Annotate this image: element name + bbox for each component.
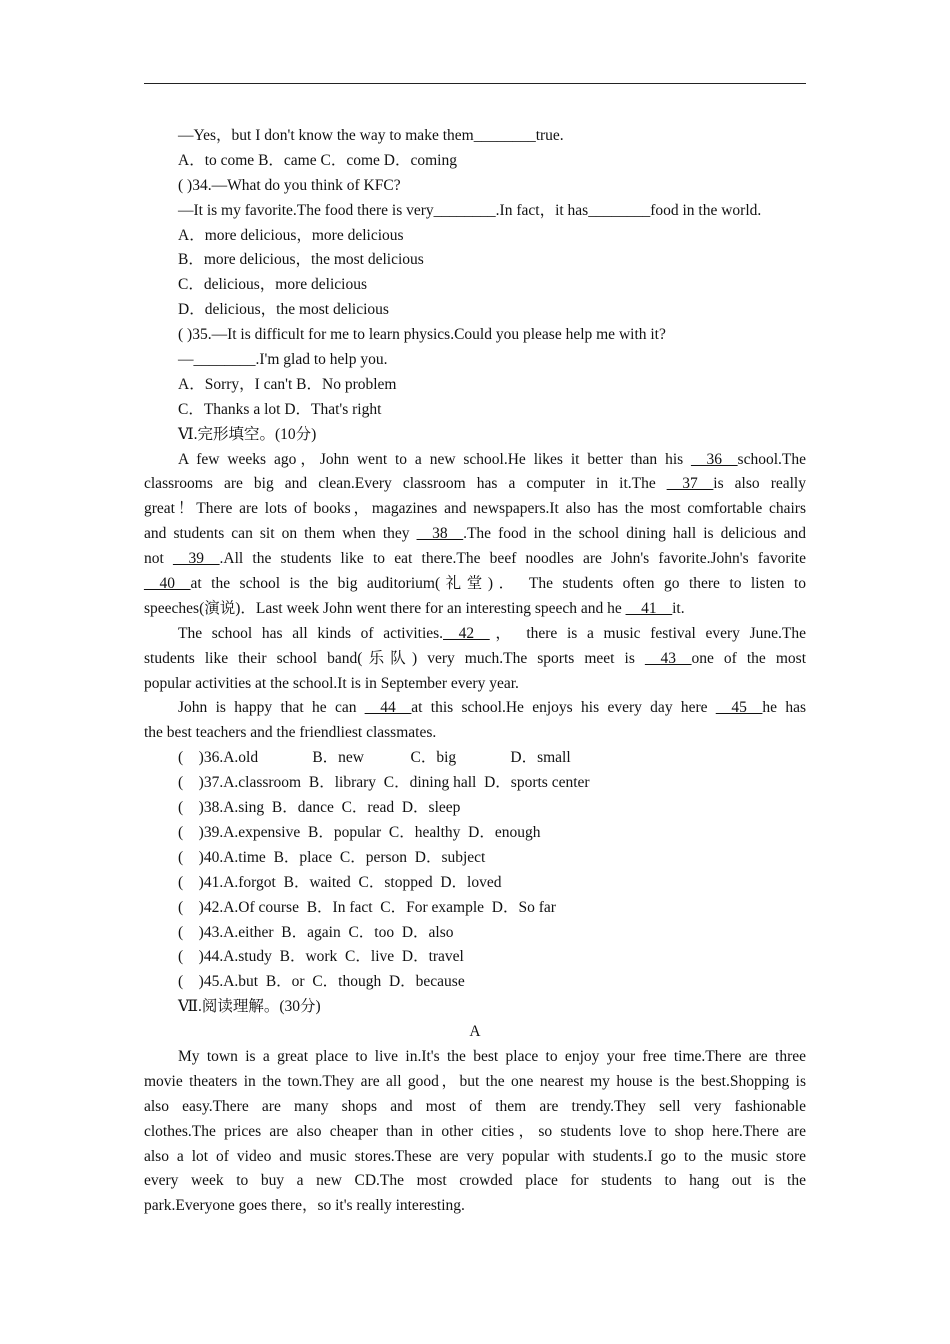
text: speeches(演说)．Last week John went there for an interesting speech and he	[144, 599, 626, 617]
section-6-heading: Ⅵ.完形填空。(10分)	[178, 425, 317, 443]
option-row-40: ( )40.A.time B．place C．person D．subject	[178, 848, 486, 866]
option-row-39: ( )39.A.expensive B．popular C．healthy D．enough	[178, 823, 541, 841]
cloze-p2-line	[144, 672, 806, 697]
q34-option-d: D．delicious，the most delicious	[178, 301, 389, 319]
text: John is happy that he can	[178, 699, 365, 717]
document-page	[144, 0, 806, 1344]
passage-line: My town is a great place to live in.It's the best place to enjoy your free time.There are three	[178, 1047, 806, 1065]
cloze-p1-line	[144, 597, 806, 622]
option-row-36: ( )36.A.old B．new C．big D．small	[178, 749, 571, 767]
cloze-p1-line	[144, 448, 806, 473]
text: .The food in the school dining hall is delicious and	[463, 525, 806, 543]
passage-line: also a lot of video and music stores.These are very popular with students.I go to the music store	[144, 1147, 806, 1165]
passage-line: park.Everyone goes there，so it's really interesting.	[144, 1197, 465, 1215]
q34-option-c: C．delicious，more delicious	[178, 276, 367, 294]
cloze-p2-line	[144, 647, 806, 672]
blank-43: __43__	[644, 649, 692, 667]
cloze-p2-line	[144, 622, 806, 647]
passage-line: every week to buy a new CD.The most crowded place for students to hang out is the	[144, 1172, 806, 1190]
text: school.The	[737, 450, 806, 468]
passage-line: also easy.There are many shops and most of them are trendy.They sell very fashionable	[144, 1097, 806, 1115]
option-row-38: ( )38.A.sing B．dance C．read D．sleep	[178, 799, 461, 817]
text: classrooms are big and clean.Every classroom has a computer in it.The	[144, 475, 667, 493]
blank-37: __37__	[666, 475, 714, 493]
blank-36: __36__	[691, 450, 738, 468]
text: popular activities at the school.It is in September every year.	[144, 674, 519, 692]
cloze-p1-line	[144, 522, 806, 547]
document-body	[144, 124, 806, 1219]
blank-38: __38__	[416, 525, 464, 543]
text: he has	[762, 699, 806, 717]
option-row-41: ( )41.A.forgot B．waited C．stopped D．loved	[178, 873, 502, 891]
blank-40: __40__	[144, 575, 191, 593]
text: students like their school band(乐队) very much.The sports meet is	[144, 649, 645, 667]
option-row-44: ( )44.A.study B．work C．live D．travel	[178, 948, 464, 966]
option-row-43: ( )43.A.either B．again C．too D．also	[178, 923, 454, 941]
text: The school has all kinds of activities.	[178, 624, 444, 642]
text: ， there is a music festival every June.The	[489, 624, 806, 642]
text: one of the most	[691, 649, 806, 667]
passage-line: movie theaters in the town.They are all good，but the one nearest my house is the best.Shopping is	[144, 1072, 806, 1090]
q35-answer-line: —________.I'm glad to help you.	[178, 351, 388, 369]
text: it.	[672, 599, 685, 617]
cloze-p3-line	[144, 696, 806, 721]
blank-41: __41__	[625, 599, 673, 617]
text: at the school is the big auditorium(礼堂)． The students often go there to listen to	[190, 575, 806, 593]
q34-stem: ( )34.—What do you think of KFC?	[178, 176, 401, 194]
cloze-p1-line	[144, 497, 806, 522]
q35-stem: ( )35.—It is difficult for me to learn physics.Could you please help me with it?	[178, 326, 666, 344]
text: the best teachers and the friendliest classmates.	[144, 724, 437, 742]
text: is also really	[713, 475, 806, 493]
option-row-45: ( )45.A.but B．or C．though D．because	[178, 973, 465, 991]
q35-options-ab: A．Sorry，I can't B．No problem	[178, 375, 397, 393]
q34-option-a: A．more delicious，more delicious	[178, 226, 404, 244]
blank-45: __45__	[715, 699, 763, 717]
text: A few weeks ago，John went to a new school.He likes it better than his	[178, 450, 692, 468]
blank-42: __42__	[443, 624, 490, 642]
text: at this school.He enjoys his every day here	[411, 699, 716, 717]
blank-39: __39__	[173, 550, 220, 568]
option-row-42: ( )42.A.Of course B．In fact C．For example D．So far	[178, 898, 556, 916]
cloze-p3-line	[144, 721, 806, 746]
passage-label: A	[469, 1023, 481, 1041]
text: and students can sit on them when they	[144, 525, 417, 543]
blank-44: __44__	[364, 699, 412, 717]
q33-options: A．to come B．came C．come D．coming	[178, 151, 457, 169]
q35-options-cd: C．Thanks a lot D．That's right	[178, 400, 382, 418]
cloze-p1-line	[144, 572, 806, 597]
option-row-37: ( )37.A.classroom B．library C．dining hall D．sports center	[178, 774, 590, 792]
text: great！There are lots of books，magazines and newspapers.It also has the most comfortable chairs	[144, 500, 806, 518]
header-rule	[144, 83, 806, 84]
cloze-p1-line	[144, 472, 806, 497]
text: .All the students like to eat there.The beef noodles are John's favorite.John's favorite	[219, 550, 806, 568]
passage-line: clothes.The prices are also cheaper than in other cities，so students love to shop here.There are	[144, 1122, 806, 1140]
cloze-p1-line	[144, 547, 806, 572]
q34-answer-line: —It is my favorite.The food there is very________.In fact，it has________food in the world.	[178, 201, 762, 219]
q34-option-b: B．more delicious，the most delicious	[178, 251, 424, 269]
q33-answer-line: —Yes，but I don't know the way to make them________true.	[178, 127, 564, 144]
section-7-heading: Ⅶ.阅读理解。(30分)	[178, 998, 321, 1016]
text: not	[144, 550, 174, 568]
